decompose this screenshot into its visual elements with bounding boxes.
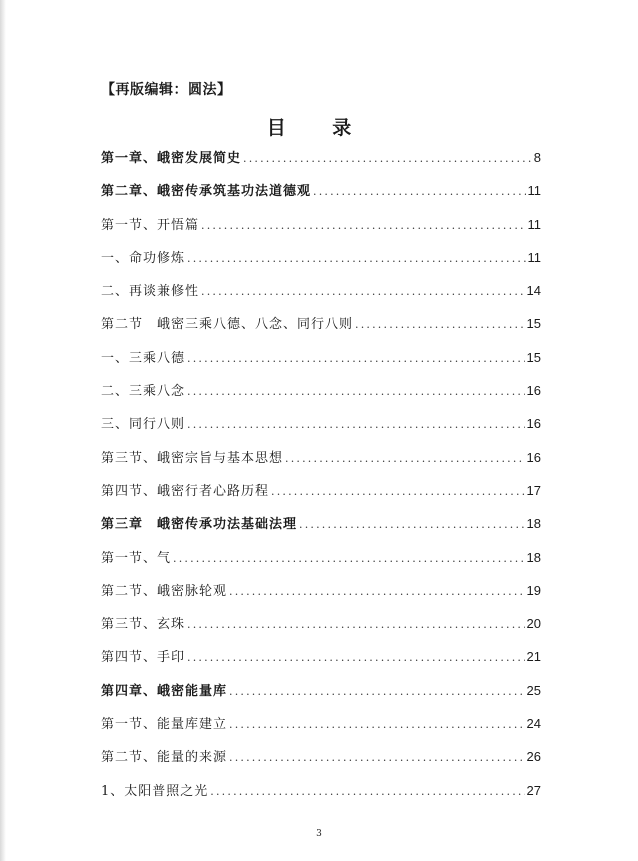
- toc-dot-leader: [229, 747, 525, 769]
- toc-dot-leader: [201, 215, 525, 237]
- toc-entry-page-number: 11: [527, 183, 541, 199]
- toc-dot-leader: [229, 581, 525, 603]
- toc-section-entry[interactable]: [101, 247, 541, 280]
- toc-entry-label: 第二章、峨密传承筑基功法道德观: [101, 184, 312, 200]
- toc-dot-leader: [187, 248, 525, 270]
- toc-entry-page-number: 17: [526, 482, 541, 498]
- toc-entry-label: 1、太阳普照之光: [101, 783, 209, 799]
- toc-chapter-entry[interactable]: [101, 147, 541, 180]
- toc-section-entry[interactable]: [101, 480, 541, 513]
- toc-entry-label: 第四章、峨密能量库: [101, 683, 228, 699]
- toc-entry-label: 一、命功修炼: [101, 250, 186, 266]
- toc-entry-label: 二、再谈兼修性: [101, 284, 200, 300]
- toc-entry-page-number: 8: [533, 150, 541, 165]
- table-of-contents: [101, 147, 541, 813]
- toc-entry-label: 第一节、开悟篇: [101, 217, 200, 233]
- toc-entry-page-number: 16: [526, 416, 541, 432]
- toc-entry-page-number: 21: [526, 649, 541, 665]
- toc-entry-page-number: 19: [526, 582, 541, 598]
- toc-dot-leader: [173, 548, 525, 570]
- toc-entry-page-number: 18: [526, 516, 541, 532]
- toc-section-entry[interactable]: [101, 313, 541, 346]
- toc-entry-page-number: 11: [527, 216, 541, 232]
- toc-dot-leader: [187, 381, 525, 403]
- toc-entry-page-number: 27: [526, 782, 541, 798]
- toc-entry-label: 第二节、能量的来源: [101, 750, 228, 766]
- toc-dot-leader: [285, 448, 525, 470]
- toc-chapter-entry[interactable]: [101, 680, 541, 713]
- toc-entry-page-number: 16: [526, 449, 541, 465]
- toc-dot-leader: [210, 781, 524, 803]
- toc-entry-label: 二、三乘八念: [101, 384, 186, 400]
- toc-entry-page-number: 16: [526, 383, 541, 399]
- toc-dot-leader: [187, 614, 525, 636]
- toc-entry-label: 第一节、能量库建立: [101, 717, 228, 733]
- toc-entry-page-number: 26: [526, 749, 541, 765]
- toc-chapter-entry[interactable]: [101, 513, 541, 546]
- toc-dot-leader: [299, 514, 525, 536]
- toc-section-entry[interactable]: [101, 780, 541, 813]
- toc-section-entry[interactable]: [101, 746, 541, 779]
- toc-dot-leader: [187, 647, 525, 669]
- page-number: 3: [316, 829, 322, 839]
- toc-dot-leader: [229, 681, 525, 703]
- toc-entry-label: 第四节、手印: [101, 650, 186, 666]
- toc-dot-leader: [355, 314, 525, 336]
- toc-entry-label: 第二节 峨密三乘八德、八念、同行八则: [101, 317, 354, 333]
- toc-entry-label: 三、同行八则: [101, 417, 186, 433]
- toc-section-entry[interactable]: [101, 646, 541, 679]
- toc-entry-page-number: 24: [526, 716, 541, 732]
- toc-entry-label: 第一章、峨密发展简史: [101, 151, 242, 166]
- toc-title: 目 录: [266, 117, 372, 139]
- toc-entry-page-number: 11: [527, 249, 541, 265]
- toc-dot-leader: [187, 348, 525, 370]
- toc-section-entry[interactable]: [101, 713, 541, 746]
- edition-note: 【再版编辑：圆法】: [101, 82, 232, 98]
- toc-entry-label: 第三节、峨密宗旨与基本思想: [101, 450, 284, 466]
- toc-section-entry[interactable]: [101, 347, 541, 380]
- toc-dot-leader: [229, 714, 525, 736]
- toc-section-entry[interactable]: [101, 413, 541, 446]
- toc-dot-leader: [271, 481, 525, 503]
- toc-dot-leader: [313, 181, 525, 203]
- toc-dot-leader: [201, 281, 525, 303]
- toc-entry-label: 第三节、玄珠: [101, 617, 186, 633]
- toc-section-entry[interactable]: [101, 214, 541, 247]
- toc-dot-leader: [187, 414, 525, 436]
- toc-entry-page-number: 18: [526, 549, 541, 565]
- toc-dot-leader: [243, 148, 532, 170]
- toc-section-entry[interactable]: [101, 613, 541, 646]
- toc-section-entry[interactable]: [101, 447, 541, 480]
- toc-chapter-entry[interactable]: [101, 180, 541, 213]
- toc-entry-label: 一、三乘八德: [101, 350, 186, 366]
- toc-entry-label: 第三章 峨密传承功法基础法理: [101, 517, 298, 533]
- toc-entry-page-number: 25: [526, 682, 541, 698]
- toc-entry-label: 第二节、峨密脉轮观: [101, 583, 228, 599]
- toc-section-entry[interactable]: [101, 280, 541, 313]
- toc-entry-label: 第一节、气: [101, 550, 172, 566]
- toc-entry-page-number: 20: [526, 616, 541, 632]
- toc-section-entry[interactable]: [101, 580, 541, 613]
- toc-entry-page-number: 15: [526, 349, 541, 365]
- toc-section-entry[interactable]: [101, 380, 541, 413]
- toc-entry-label: 第四节、峨密行者心路历程: [101, 483, 270, 499]
- toc-entry-page-number: 14: [526, 283, 541, 299]
- toc-entry-page-number: 15: [526, 316, 541, 332]
- toc-section-entry[interactable]: [101, 547, 541, 580]
